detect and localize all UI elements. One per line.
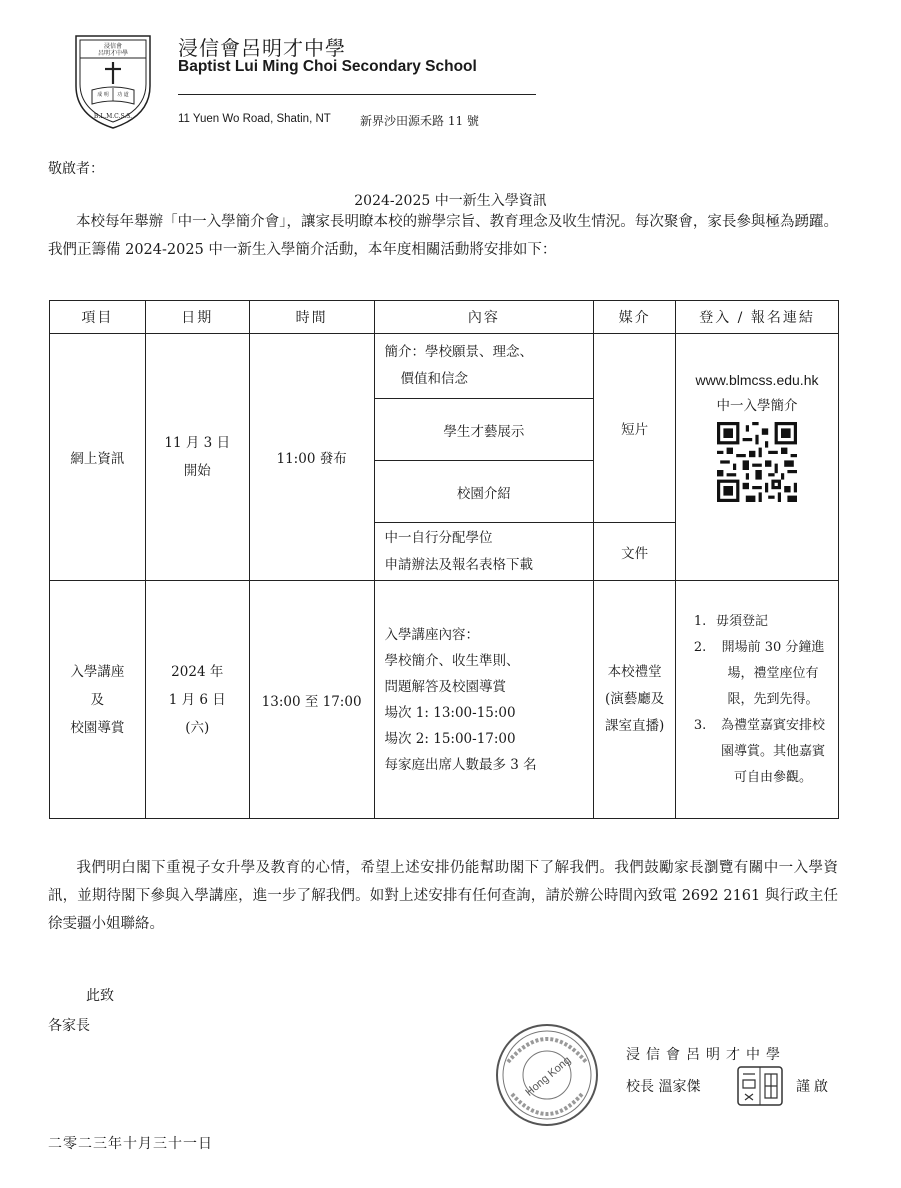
header-link: 登入 / 報名連結 bbox=[676, 301, 839, 334]
table-header-row bbox=[50, 301, 839, 334]
seminar-time: 13:00 至 17:00 bbox=[249, 581, 374, 819]
content-allocation: 中一自行分配學位 申請辦法及報名表格下載 bbox=[374, 523, 594, 581]
address-english: 11 Yuen Wo Road, Shatin, NT bbox=[178, 113, 331, 125]
principal-seal bbox=[735, 1064, 785, 1108]
seminar-item: 入學講座 及 校園導賞 bbox=[50, 581, 146, 819]
letter-title: 2024-2025 中一新生入學資訊 bbox=[354, 193, 547, 209]
seminar-content: 入學講座內容： 學校簡介、收生準則、 問題解答及校園導賞 場次 1: 13:00-15:00 場次 2: 15:00-17:00 每家庭出席人數最多 3 名 bbox=[374, 581, 594, 819]
header-divider bbox=[178, 94, 536, 95]
note-item: 3. 為禮堂嘉賓安排校園導賞。其他嘉賓可自由參觀。 bbox=[693, 717, 826, 785]
school-name-chinese: 浸信會呂明才中學 bbox=[178, 36, 346, 60]
note-item: 1. 毋須登記 bbox=[693, 613, 769, 629]
online-link bbox=[676, 334, 839, 581]
header-date: 日期 bbox=[145, 301, 249, 334]
svg-text:功 道: 功 道 bbox=[117, 92, 129, 98]
events-table bbox=[49, 300, 839, 819]
signature-principal: 校長 溫家傑 bbox=[626, 1079, 701, 1095]
seminar-date: 2024 年 1 月 6 日 (六) bbox=[145, 581, 249, 819]
closing-paragraph bbox=[48, 854, 838, 938]
link-label: 中一入學簡介 bbox=[716, 398, 798, 414]
table-row bbox=[50, 581, 839, 819]
table-row bbox=[50, 334, 839, 399]
online-item: 網上資訊 bbox=[50, 334, 146, 581]
seminar-media: 本校禮堂 (演藝廳及 課室直播) bbox=[594, 581, 676, 819]
closing-line-1: 此致 bbox=[86, 988, 114, 1004]
intro-text: 本校每年舉辦「中一入學簡介會」，讓家長明瞭本校的辦學宗旨、教育理念及收生情況。每次聚會，家長參與極為踴躍。我們正籌備 2024-2025 中一新生入學簡介活動，本年度相關活動將安排如下： bbox=[48, 214, 838, 258]
media-video: 短片 bbox=[594, 334, 676, 523]
school-name-english: Baptist Lui Ming Choi Secondary School bbox=[178, 58, 477, 75]
content-campus: 校園介紹 bbox=[374, 461, 594, 523]
note-item: 2. 開場前 30 分鐘進場，禮堂座位有限，先到先得。 bbox=[693, 639, 825, 707]
signature-school: 浸信會呂明才中學 bbox=[626, 1047, 786, 1063]
content-intro: 簡介：學校願景、理念、 價值和信念 bbox=[374, 334, 594, 399]
intro-paragraph bbox=[48, 208, 838, 264]
stamp-text: Hong Kong bbox=[523, 1054, 574, 1099]
crest-text-top: 浸信會 bbox=[103, 43, 123, 50]
online-date: 11 月 3 日 開始 bbox=[145, 334, 249, 581]
closing-line-2: 各家長 bbox=[48, 1018, 90, 1034]
header-time: 時間 bbox=[249, 301, 374, 334]
letter-date: 二零二三年十月三十一日 bbox=[48, 1136, 213, 1152]
salutation: 敬啟者： bbox=[48, 161, 104, 177]
content-talent: 學生才藝展示 bbox=[374, 399, 594, 461]
seminar-notes bbox=[676, 581, 839, 819]
svg-text:成 明: 成 明 bbox=[97, 92, 109, 98]
crest-abbrev: B.L.M.C.S.S. bbox=[93, 113, 133, 120]
header-media: 媒介 bbox=[594, 301, 676, 334]
school-crest-logo bbox=[72, 32, 154, 132]
header-content: 內容 bbox=[374, 301, 594, 334]
media-doc: 文件 bbox=[594, 523, 676, 581]
online-time: 11:00 發布 bbox=[249, 334, 374, 581]
crest-text-name: 呂明才中學 bbox=[97, 50, 129, 57]
school-stamp bbox=[494, 1022, 600, 1128]
signature-respect: 謹啟 bbox=[796, 1079, 832, 1095]
header-item: 項目 bbox=[50, 301, 146, 334]
closing-text: 我們明白閣下重視子女升學及教育的心情，希望上述安排仍能幫助閣下了解我們。我們鼓勵家長瀏覽有關中一入學資訊，並期待閣下參與入學講座，進一步了解我們。如對上述安排有任何查詢，請於辦公時間內致電 2692 2161 與行政主任徐雯疆小姐聯絡。 bbox=[48, 860, 838, 932]
address-chinese: 新界沙田源禾路 11 號 bbox=[360, 114, 479, 128]
qr-code-icon[interactable] bbox=[717, 422, 797, 502]
website-link[interactable]: www.blmcss.edu.hk bbox=[695, 372, 819, 388]
